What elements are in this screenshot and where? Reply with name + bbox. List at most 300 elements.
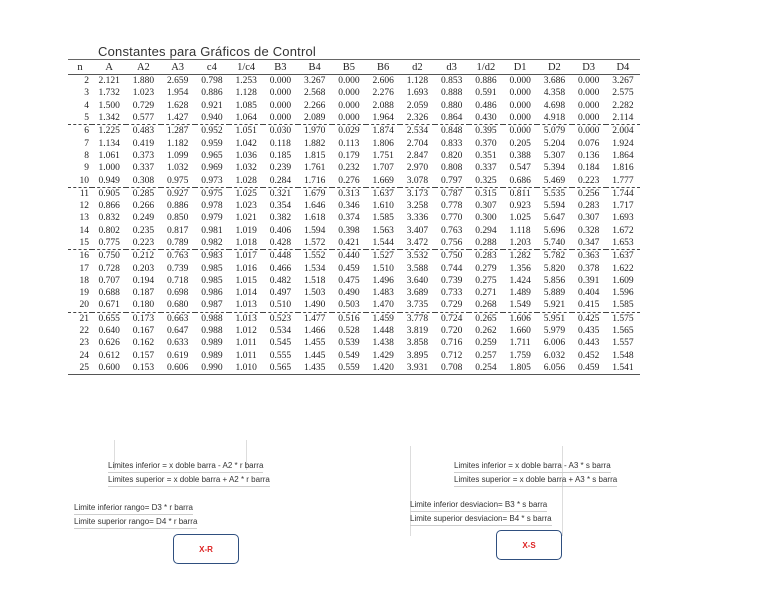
table-cell: 0.187: [132, 288, 155, 299]
xs-desviacion-superior: Limite superior desviacion= B4 * s barra: [410, 512, 552, 526]
table-cell: 0.000: [338, 88, 360, 99]
table-cell: 2.659: [166, 76, 189, 87]
table-row: [68, 174, 640, 187]
table-cell: 0.886: [166, 201, 189, 212]
table-row: [68, 337, 640, 349]
table-cell: 1.693: [406, 88, 429, 99]
table-cell: 0.283: [475, 251, 497, 262]
table-cell: 0.612: [98, 350, 120, 361]
table-row: [68, 250, 640, 263]
row-n-cell: 15: [68, 237, 92, 250]
table-cell: 0.990: [195, 362, 229, 375]
table-cell: 0.000: [263, 112, 297, 125]
table-cell: 2.266: [303, 100, 326, 111]
table-cell: 0.940: [195, 112, 229, 125]
table-cell: 1.445: [303, 350, 326, 361]
table-cell: 5.921: [537, 299, 571, 312]
table-cell: 3.895: [406, 350, 429, 361]
table-cell: 0.173: [132, 313, 155, 324]
table-row: [68, 100, 640, 112]
table-cell: 0.000: [269, 76, 292, 87]
table-cell: 1.711: [509, 338, 531, 349]
table-cell: 0.486: [475, 100, 497, 111]
table-cell: 1.672: [612, 225, 634, 236]
table-cell: 0.275: [475, 275, 497, 286]
column-header: B3: [263, 60, 297, 75]
table-cell: 1.637: [372, 188, 394, 199]
table-cell: 0.000: [572, 112, 606, 125]
table-cell: 1.510: [372, 263, 394, 274]
table-cell: 0.000: [577, 76, 600, 87]
table-cell: 0.325: [469, 174, 503, 187]
table-cell: 0.256: [577, 188, 600, 199]
table-cell: 0.577: [126, 112, 160, 125]
table-cell: 0.763: [440, 225, 463, 236]
table-cell: 0.284: [263, 174, 297, 187]
table-cell: 3.078: [400, 174, 434, 187]
table-cell: 0.739: [166, 263, 189, 274]
table-cell: 1.874: [372, 126, 394, 137]
table-cell: 0.000: [332, 112, 366, 125]
table-cell: 0.430: [469, 112, 503, 125]
table-cell: 3.267: [612, 76, 634, 87]
table-cell: 0.266: [132, 201, 155, 212]
table-cell: 0.973: [195, 174, 229, 187]
table-cell: 3.640: [406, 275, 429, 286]
table-row: [68, 75, 640, 88]
table-cell: 0.763: [166, 251, 189, 262]
table-cell: 2.276: [372, 88, 394, 99]
xr-button[interactable]: X-R: [173, 534, 239, 564]
table-cell: 1.182: [166, 138, 189, 149]
table-cell: 0.404: [577, 288, 600, 299]
table-cell: 0.698: [166, 288, 189, 299]
column-header: A: [92, 60, 126, 75]
table-cell: 0.395: [475, 126, 497, 137]
row-n-cell: 10: [68, 174, 92, 187]
table-cell: 3.407: [406, 225, 429, 236]
table-cell: 5.469: [537, 174, 571, 187]
table-cell: 0.294: [475, 225, 497, 236]
table-cell: 4.918: [537, 112, 571, 125]
table-cell: 1.637: [612, 251, 634, 262]
table-cell: 0.988: [201, 313, 223, 324]
table-cell: 3.258: [406, 201, 429, 212]
row-n-cell: 9: [84, 163, 89, 174]
table-cell: 1.010: [229, 362, 263, 375]
table-cell: 0.886: [201, 88, 223, 99]
table-cell: 0.425: [577, 313, 600, 324]
table-cell: 3.472: [400, 237, 434, 250]
table-cell: 1.017: [235, 251, 257, 262]
table-cell: 1.118: [509, 225, 531, 236]
table-cell: 0.337: [475, 163, 497, 174]
constants-table: [68, 60, 640, 375]
row-n-cell: 4: [84, 100, 89, 111]
table-cell: 0.497: [269, 288, 292, 299]
table-row: [68, 299, 640, 312]
table-cell: 1.552: [303, 251, 326, 262]
table-cell: 1.448: [372, 326, 394, 337]
table-cell: 1.014: [235, 288, 257, 299]
table-cell: 1.051: [235, 126, 257, 137]
table-cell: 5.535: [543, 188, 566, 199]
table-row: [68, 137, 640, 149]
row-n-cell: 17: [79, 263, 89, 274]
table-cell: 0.351: [475, 150, 497, 161]
table-cell: 0.545: [269, 338, 292, 349]
table-cell: 0.448: [269, 251, 292, 262]
table-cell: 0.949: [92, 174, 126, 187]
row-n-cell: 24: [79, 350, 89, 361]
table-cell: 0.223: [126, 237, 160, 250]
xs-desviacion-inferior: Limite inferior desviacion= B3 * s barra: [410, 498, 547, 512]
table-cell: 0.421: [332, 237, 366, 250]
table-cell: 0.985: [201, 275, 223, 286]
table-cell: 0.985: [201, 263, 223, 274]
table-cell: 0.969: [201, 163, 223, 174]
table-cell: 1.025: [235, 188, 257, 199]
table-cell: 0.787: [440, 188, 463, 199]
table-cell: 1.455: [303, 338, 326, 349]
table-cell: 1.099: [166, 150, 189, 161]
table-cell: 0.321: [269, 188, 292, 199]
table-cell: 1.751: [372, 150, 394, 161]
table-cell: 0.729: [435, 299, 469, 312]
table-cell: 0.756: [435, 237, 469, 250]
table-cell: 0.308: [126, 174, 160, 187]
table-cell: 0.707: [98, 275, 120, 286]
xr-rango-superior: Limite superior rango= D4 * r barra: [74, 515, 197, 529]
table-cell: 0.370: [475, 138, 497, 149]
table-cell: 1.882: [303, 138, 326, 149]
table-cell: 0.750: [98, 251, 120, 262]
table-cell: 0.363: [577, 251, 600, 262]
table-cell: 0.619: [166, 350, 189, 361]
row-n-cell: 16: [79, 251, 89, 262]
table-cell: 0.000: [509, 100, 531, 111]
table-cell: 0.978: [201, 201, 223, 212]
table-cell: 0.490: [338, 288, 360, 299]
table-cell: 2.114: [606, 112, 640, 125]
table-cell: 0.559: [332, 362, 366, 375]
xs-button[interactable]: X-S: [496, 530, 562, 560]
table-cell: 5.307: [543, 150, 566, 161]
table-cell: 5.951: [543, 313, 566, 324]
table-cell: 0.750: [440, 251, 463, 262]
table-cell: 0.271: [475, 288, 497, 299]
table-cell: 0.716: [440, 338, 463, 349]
column-header: D1: [503, 60, 537, 75]
table-row: [68, 212, 640, 224]
row-n-cell: 7: [84, 138, 89, 149]
table-cell: 0.923: [509, 201, 531, 212]
table-cell: 1.527: [372, 251, 394, 262]
table-cell: 3.778: [406, 313, 429, 324]
table-cell: 0.983: [201, 251, 223, 262]
table-cell: 1.013: [235, 313, 257, 324]
table-cell: 0.775: [92, 237, 126, 250]
table-cell: 1.032: [235, 163, 257, 174]
table-cell: 1.036: [235, 150, 257, 161]
table-cell: 1.012: [235, 326, 257, 337]
table-cell: 0.633: [166, 338, 189, 349]
table-cell: 0.989: [201, 350, 223, 361]
column-header: d2: [400, 60, 434, 75]
table-cell: 1.594: [303, 225, 326, 236]
table-cell: 0.987: [195, 299, 229, 312]
table-cell: 0.254: [469, 362, 503, 375]
table-cell: 0.029: [338, 126, 360, 137]
table-cell: 0.655: [98, 313, 120, 324]
table-row: [68, 125, 640, 138]
row-n-cell: 2: [84, 76, 89, 87]
table-cell: 0.952: [201, 126, 223, 137]
column-header: 1/d2: [469, 60, 503, 75]
table-cell: 0.415: [572, 299, 606, 312]
table-cell: 0.157: [132, 350, 155, 361]
table-cell: 0.300: [475, 213, 497, 224]
table-cell: 1.606: [509, 313, 531, 324]
table-cell: 0.000: [509, 88, 531, 99]
table-cell: 0.000: [269, 100, 292, 111]
table-cell: 3.689: [406, 288, 429, 299]
table-cell: 1.954: [166, 88, 189, 99]
table-cell: 0.000: [577, 88, 600, 99]
table-cell: 5.647: [543, 213, 566, 224]
table-cell: 0.000: [338, 100, 360, 111]
table-cell: 1.477: [303, 313, 326, 324]
table-cell: 5.079: [543, 126, 566, 137]
row-n-cell: 22: [79, 326, 89, 337]
xs-limite-superior: Limites superior = x doble barra + A3 * s barra: [454, 473, 617, 487]
table-cell: 1.203: [503, 237, 537, 250]
table-cell: 1.342: [92, 112, 126, 125]
table-cell: 0.798: [201, 76, 223, 87]
table-cell: 0.000: [338, 76, 360, 87]
table-cell: 1.679: [303, 188, 326, 199]
table-cell: 0.680: [161, 299, 195, 312]
table-cell: 0.391: [577, 275, 600, 286]
table-cell: 1.744: [612, 188, 634, 199]
table-cell: 0.853: [440, 76, 463, 87]
table-cell: 1.565: [612, 326, 634, 337]
table-row: [68, 362, 640, 375]
row-n-cell: 21: [79, 313, 89, 324]
table-cell: 0.789: [161, 237, 195, 250]
table-cell: 6.006: [543, 338, 566, 349]
column-header: c4: [195, 60, 229, 75]
row-n-cell: 18: [79, 275, 89, 286]
table-cell: 0.778: [440, 201, 463, 212]
table-cell: 1.970: [303, 126, 326, 137]
column-header: B6: [366, 60, 400, 75]
table-cell: 0.516: [338, 313, 360, 324]
table-cell: 0.283: [577, 201, 600, 212]
table-cell: 1.563: [372, 225, 394, 236]
table-cell: 0.688: [98, 288, 120, 299]
table-cell: 0.523: [269, 313, 292, 324]
table-cell: 0.640: [98, 326, 120, 337]
table-cell: 0.279: [475, 263, 497, 274]
table-body: [68, 75, 640, 375]
table-cell: 1.459: [372, 313, 394, 324]
table-cell: 0.153: [126, 362, 160, 375]
table-cell: 1.732: [98, 88, 120, 99]
table-cell: 1.000: [98, 163, 120, 174]
table-cell: 0.328: [577, 225, 600, 236]
table-cell: 0.382: [269, 213, 292, 224]
table-cell: 1.287: [166, 126, 189, 137]
table-cell: 0.265: [475, 313, 497, 324]
table-cell: 1.429: [372, 350, 394, 361]
table-cell: 1.134: [98, 138, 120, 149]
table-cell: 1.693: [612, 213, 634, 224]
table-cell: 0.989: [201, 338, 223, 349]
table-cell: 0.315: [475, 188, 497, 199]
row-n-cell: 5: [68, 112, 92, 125]
table-cell: 0.565: [263, 362, 297, 375]
table-cell: 0.313: [338, 188, 360, 199]
table-cell: 0.965: [201, 150, 223, 161]
table-cell: 3.336: [406, 213, 429, 224]
table-cell: 5.696: [543, 225, 566, 236]
table-cell: 1.061: [98, 150, 120, 161]
table-cell: 0.534: [269, 326, 292, 337]
table-cell: 0.354: [269, 201, 292, 212]
table-cell: 0.235: [132, 225, 155, 236]
table-cell: 0.459: [572, 362, 606, 375]
table-cell: 1.806: [372, 138, 394, 149]
table-cell: 0.888: [440, 88, 463, 99]
table-cell: 0.203: [132, 263, 155, 274]
table-cell: 1.660: [509, 326, 531, 337]
table-cell: 1.438: [372, 338, 394, 349]
table-cell: 1.518: [303, 275, 326, 286]
table-cell: 0.259: [475, 338, 497, 349]
table-cell: 0.398: [338, 225, 360, 236]
table-cell: 0.466: [269, 263, 292, 274]
table-cell: 0.257: [475, 350, 497, 361]
table-row: [68, 312, 640, 325]
table-cell: 0.185: [269, 150, 292, 161]
table-cell: 0.808: [440, 163, 463, 174]
table-cell: 3.819: [406, 326, 429, 337]
table-cell: 0.797: [435, 174, 469, 187]
row-n-cell: 25: [68, 362, 92, 375]
table-cell: 5.394: [543, 163, 566, 174]
table-cell: 0.000: [269, 88, 292, 99]
table-cell: 0.346: [338, 201, 360, 212]
table-cell: 0.547: [509, 163, 531, 174]
column-header: D4: [606, 60, 640, 75]
table-cell: 3.267: [303, 76, 326, 87]
table-cell: 1.585: [372, 213, 394, 224]
table-cell: 1.015: [235, 275, 257, 286]
table-cell: 0.626: [98, 338, 120, 349]
table-cell: 0.212: [132, 251, 155, 262]
row-n-cell: 12: [79, 201, 89, 212]
row-n-cell: 3: [84, 88, 89, 99]
table-cell: 1.628: [166, 100, 189, 111]
table-cell: 1.470: [366, 299, 400, 312]
table-row: [68, 150, 640, 162]
table-cell: 5.204: [543, 138, 566, 149]
table-cell: 1.609: [612, 275, 634, 286]
table-cell: 5.856: [543, 275, 566, 286]
table-cell: 1.596: [612, 288, 634, 299]
table-cell: 0.671: [92, 299, 126, 312]
table-cell: 1.557: [612, 338, 634, 349]
table-cell: 5.740: [537, 237, 571, 250]
table-cell: 0.686: [503, 174, 537, 187]
table-row: [68, 87, 640, 99]
table-cell: 1.496: [372, 275, 394, 286]
table-cell: 0.307: [475, 201, 497, 212]
table-cell: 1.759: [509, 350, 531, 361]
table-cell: 1.064: [229, 112, 263, 125]
table-cell: 0.886: [475, 76, 497, 87]
table-cell: 1.653: [606, 237, 640, 250]
table-cell: 0.000: [509, 126, 531, 137]
table-cell: 0.388: [509, 150, 531, 161]
table-cell: 2.326: [400, 112, 434, 125]
table-cell: 0.811: [509, 188, 531, 199]
column-header: D2: [537, 60, 571, 75]
table-cell: 0.205: [509, 138, 531, 149]
table-cell: 0.549: [338, 350, 360, 361]
table-cell: 0.864: [435, 112, 469, 125]
table-cell: 5.979: [543, 326, 566, 337]
table-cell: 1.085: [235, 100, 257, 111]
table-cell: 0.249: [132, 213, 155, 224]
table-cell: 2.004: [612, 126, 634, 137]
table-cell: 0.000: [577, 100, 600, 111]
table-cell: 0.443: [577, 338, 600, 349]
table-cell: 0.000: [503, 112, 537, 125]
table-cell: 0.374: [338, 213, 360, 224]
table-cell: 0.180: [126, 299, 160, 312]
column-header: D3: [572, 60, 606, 75]
table-cell: 0.435: [577, 326, 600, 337]
table-cell: 1.013: [229, 299, 263, 312]
table-cell: 0.744: [440, 263, 463, 274]
table-cell: 0.820: [440, 150, 463, 161]
table-cell: 0.979: [201, 213, 223, 224]
table-cell: 0.770: [440, 213, 463, 224]
table-cell: 0.076: [577, 138, 600, 149]
table-cell: 0.591: [475, 88, 497, 99]
table-cell: 0.285: [132, 188, 155, 199]
table-cell: 1.356: [509, 263, 531, 274]
table-cell: 0.337: [132, 163, 155, 174]
table-cell: 1.427: [161, 112, 195, 125]
table-cell: 3.686: [543, 76, 566, 87]
table-cell: 0.483: [132, 126, 155, 137]
table-cell: 1.042: [235, 138, 257, 149]
table-cell: 2.059: [406, 100, 429, 111]
table-cell: 0.288: [469, 237, 503, 250]
table-cell: 0.981: [201, 225, 223, 236]
table-row: [68, 325, 640, 337]
table-cell: 0.262: [475, 326, 497, 337]
table-cell: 0.179: [338, 150, 360, 161]
table-cell: 1.716: [298, 174, 332, 187]
table-cell: 0.223: [572, 174, 606, 187]
table-cell: 2.568: [303, 88, 326, 99]
xr-limite-superior: Limites superior = x doble barra + A2 * r barra: [108, 473, 270, 487]
table-cell: 5.594: [543, 201, 566, 212]
